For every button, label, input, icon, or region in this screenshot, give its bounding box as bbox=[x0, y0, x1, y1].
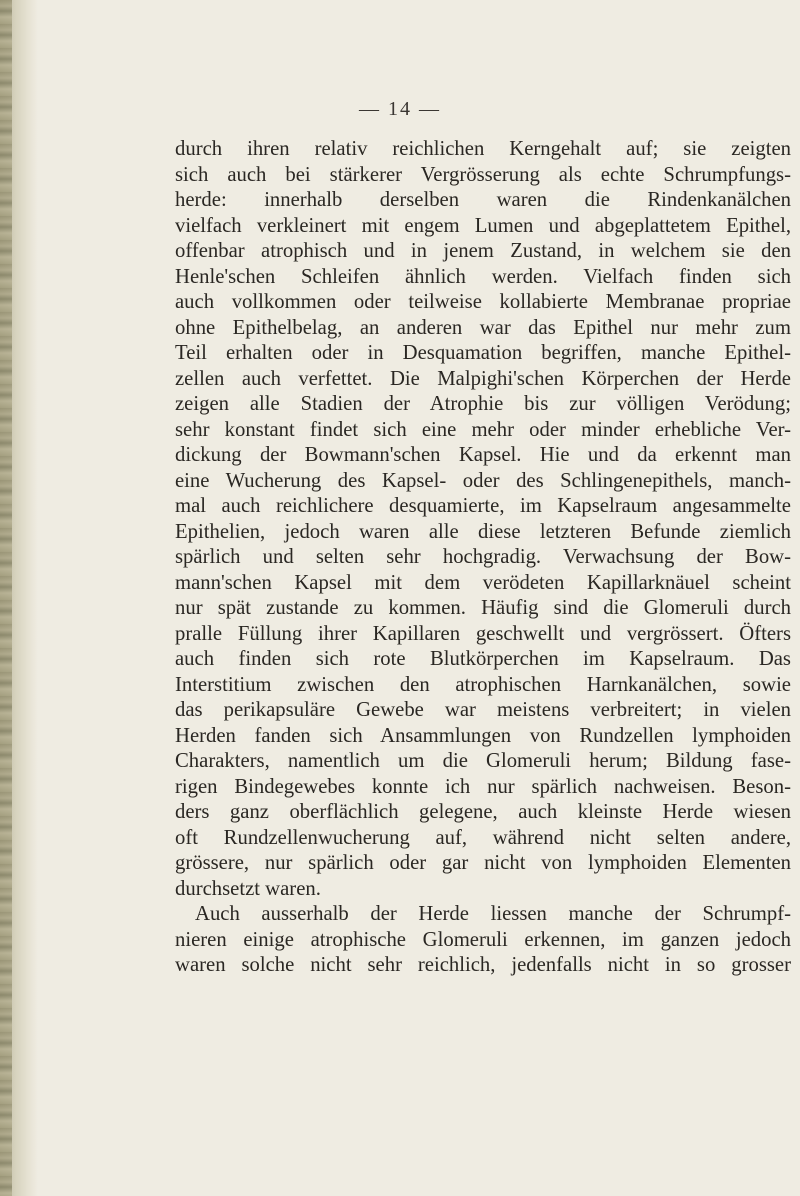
text-line: nur spät zustande zu kommen. Häufig sind die Glomeruli durch bbox=[175, 597, 791, 619]
text-line: Charakters, namentlich um die Glomeruli herum; Bildung fase- bbox=[175, 750, 791, 772]
text-line: auch finden sich rote Blutkörperchen im Kapselraum. Das bbox=[175, 648, 791, 670]
text-line: dickung der Bowmann'schen Kapsel. Hie und da erkennt man bbox=[175, 444, 791, 466]
text-line: durch ihren relativ reichlichen Kerngehalt auf; sie zeigten bbox=[175, 138, 791, 160]
text-line: nieren einige atrophische Glomeruli erkennen, im ganzen jedoch bbox=[175, 928, 791, 951]
text-line: mal auch reichlichere desquamierte, im Kapselraum angesammelte bbox=[175, 495, 791, 517]
binding-edge bbox=[0, 0, 12, 1196]
text-line: eine Wucherung des Kapsel- oder des Schlingenepithels, manch- bbox=[175, 469, 791, 492]
page-number: — 14 — bbox=[359, 98, 441, 120]
body-text bbox=[175, 137, 791, 979]
text-line: oft Rundzellenwucherung auf, während nicht selten andere, bbox=[175, 826, 791, 849]
text-line: mann'schen Kapsel mit dem verödeten Kapillarknäuel scheint bbox=[175, 571, 791, 594]
text-line: ders ganz oberflächlich gelegene, auch kleinste Herde wiesen bbox=[175, 801, 791, 823]
binding-gutter bbox=[0, 0, 38, 1196]
text-line: durchsetzt waren. bbox=[175, 877, 321, 900]
text-line: sehr konstant findet sich eine mehr oder minder erhebliche Ver- bbox=[175, 418, 791, 441]
text-line: Auch ausserhalb der Herde liessen manche der Schrumpf- bbox=[195, 903, 791, 925]
text-line: spärlich und selten sehr hochgradig. Verwachsung der Bow- bbox=[175, 546, 791, 568]
text-line: herde: innerhalb derselben waren die Rindenkanälchen bbox=[175, 189, 791, 211]
text-line: Epithelien, jedoch waren alle diese letzteren Befunde ziemlich bbox=[175, 520, 791, 543]
text-line: Herden fanden sich Ansammlungen von Rundzellen lymphoiden bbox=[175, 724, 791, 747]
text-line: das perikapsuläre Gewebe war meistens verbreitert; in vielen bbox=[175, 699, 791, 721]
text-line: waren solche nicht sehr reichlich, jedenfalls nicht in so grosser bbox=[175, 954, 791, 976]
text-line: Teil erhalten oder in Desquamation begriffen, manche Epithel- bbox=[175, 342, 791, 364]
text-line: auch vollkommen oder teilweise kollabierte Membranae propriae bbox=[175, 291, 791, 313]
text-line: pralle Füllung ihrer Kapillaren geschwellt und vergrössert. Öfters bbox=[175, 622, 791, 645]
text-line: Henle'schen Schleifen ähnlich werden. Vielfach finden sich bbox=[175, 265, 791, 288]
text-line: ohne Epithelbelag, an anderen war das Epithel nur mehr zum bbox=[175, 316, 791, 339]
text-line: grössere, nur spärlich oder gar nicht von lymphoiden Elementen bbox=[175, 852, 791, 874]
text-line: sich auch bei stärkerer Vergrösserung als echte Schrumpfungs- bbox=[175, 163, 791, 186]
text-line: Interstitium zwischen den atrophischen Harnkanälchen, sowie bbox=[175, 673, 791, 696]
text-line: rigen Bindegewebes konnte ich nur spärlich nachweisen. Beson- bbox=[175, 775, 791, 798]
text-line: zeigen alle Stadien der Atrophie bis zur völligen Verödung; bbox=[175, 393, 791, 415]
text-line: vielfach verkleinert mit engem Lumen und abgeplattetem Epithel, bbox=[175, 214, 791, 237]
text-line: zellen auch verfettet. Die Malpighi'schen Körperchen der Herde bbox=[175, 367, 791, 390]
text-line: offenbar atrophisch und in jenem Zustand, in welchem sie den bbox=[175, 240, 791, 262]
